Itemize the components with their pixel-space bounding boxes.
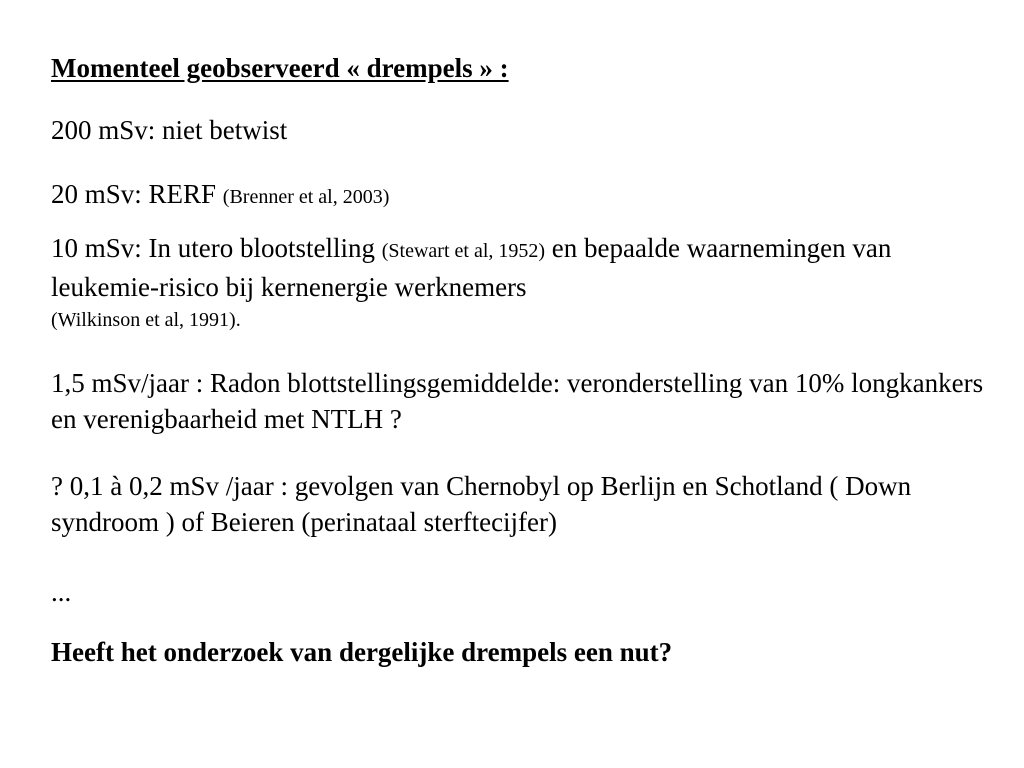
ellipsis: ... (51, 577, 72, 607)
item-10-msv-citation-1: (Stewart et al, 1952) (381, 240, 546, 262)
item-10-msv-text-end: en bepaalde waarnemingen van leukemie-risico bij kernenergie werknemers (51, 233, 892, 302)
slide-heading: Momenteel geobserveerd « drempels » : (51, 53, 509, 83)
item-20-msv (51, 176, 389, 215)
item-radon: 1,5 mSv/jaar : Radon blottstellingsgemiddelde: veronderstelling van 10% longkankers en verenigbaarheid met NTLH ? (51, 368, 984, 434)
item-20-msv-citation: (Brenner et al, 2003) (222, 186, 390, 208)
item-200-msv: 200 mSv: niet betwist (51, 115, 288, 145)
item-20-msv-text: 20 mSv: RERF (51, 179, 223, 209)
item-10-msv-citation-2: (Wilkinson et al, 1991). (51, 309, 241, 331)
closing-question: Heeft het onderzoek van dergelijke drempels een nut? (51, 637, 673, 667)
item-chernobyl: ? 0,1 à 0,2 mSv /jaar : gevolgen van Chernobyl op Berlijn en Schotland ( Down syndroom ) of Beieren (perinataal sterftecijfer) (51, 471, 912, 537)
item-10-msv (51, 230, 1001, 335)
item-10-msv-text-start: 10 mSv: In utero blootstelling (51, 233, 382, 263)
